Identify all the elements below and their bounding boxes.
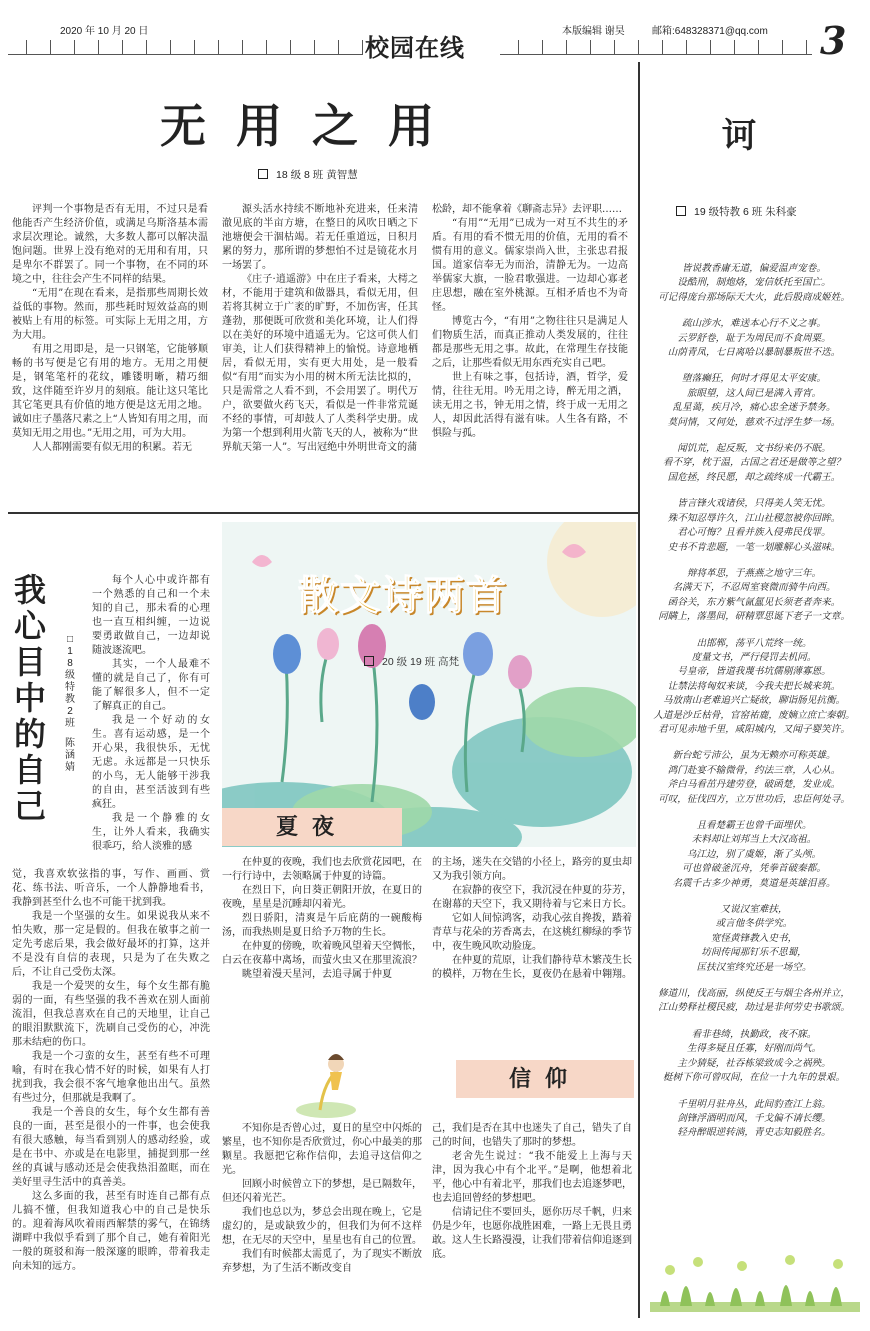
article2-intro bbox=[92, 574, 210, 854]
poem-stanza bbox=[644, 1098, 864, 1141]
paragraph: 世上有味之事，包括诗，酒，哲学，爱情，往往无用。吟无用之诗，醉无用之酒，读无用之书，钟无用之情，终于成一无用之人，却因此活得有滋有味。人生各有路，不惧险与孤。 bbox=[432, 372, 628, 439]
byline-char: 1 bbox=[67, 646, 73, 657]
paragraph: 烈日骄阳，清爽是午后庇荫的一碗酸梅汤，而我热则是夏日给予万物的生长。 bbox=[222, 913, 422, 938]
byline-char: 陈 bbox=[65, 738, 75, 749]
paragraph: 我们有时候都太需觅了，为了现实不断放弃梦想，为了生活不断改变自 bbox=[222, 1249, 422, 1274]
poem-line: 君可见赤地千里，咸阳城内，又闻子婴笑许。 bbox=[658, 723, 850, 735]
poem-line: 皆言锋火戏诸侯，只得美人笑无忧。 bbox=[677, 498, 831, 510]
poem-line: 看非巷绮，执勤政，夜不寐。 bbox=[691, 1028, 817, 1040]
faith-column-2 bbox=[432, 1122, 632, 1262]
article-byline bbox=[258, 167, 358, 182]
article1-column-2 bbox=[222, 203, 418, 455]
paragraph: 博览古今，“有用”之物往往只是满足人们物质生活，而真正推动人类发展的，往往都是那些无用之事。故此，在常理生存技能之后，让那些看似无用东西充实自己吧。 bbox=[432, 316, 628, 369]
subhead-summer-night: 夏夜 bbox=[222, 808, 402, 846]
poem-line: 闻饥荒，起反叛，文书纷来仍不眠。 bbox=[677, 443, 831, 455]
poem-stanza bbox=[644, 749, 864, 807]
poem-body bbox=[644, 262, 864, 1153]
poem-stanza bbox=[644, 819, 864, 891]
poem-line: 名满天下，不忍周室衰微而骑牛向西。 bbox=[672, 582, 836, 594]
poem-line: 度量文书，严行侵罚去机同。 bbox=[691, 651, 817, 663]
article-title: 无用之用 bbox=[160, 99, 464, 153]
poem-line: 江山势释社稷民疲，劫过是非何劳史书歌颂。 bbox=[658, 1002, 850, 1014]
paragraph: 松龄，却不能拿着《聊斋志异》去评职…… bbox=[432, 204, 622, 215]
poem-stanza bbox=[644, 442, 864, 485]
paragraph: 老舍先生说过：“我不能爱上上海与天津，因为我心中有个北平。”是啊，他想着北平，他心中有着北平，那我们也去追逐梦吧，也去追回曾经的梦想吧。 bbox=[432, 1151, 632, 1204]
poem-line: 出邯郸，荡平八荒终一统。 bbox=[696, 637, 812, 649]
banner-byline bbox=[364, 654, 459, 669]
paragraph: 我是一个静雅的女生，让外人看来，我确实很乖巧，给人淡雅的感 bbox=[92, 813, 210, 852]
poem-line: 乌江边，别了虞姬，渐了头颅。 bbox=[686, 848, 822, 860]
poem-line: 名震千古多少神勇，莫道是英雄泪喜。 bbox=[672, 877, 836, 889]
girl-illustration bbox=[290, 1040, 362, 1120]
subhead-faith: 信仰 bbox=[456, 1060, 634, 1098]
checkbox-icon bbox=[676, 206, 686, 216]
banner-title: 散文诗两首 bbox=[298, 573, 508, 619]
byline-text: 18 级 8 班 黄智慧 bbox=[276, 169, 358, 181]
poem-stanza bbox=[644, 497, 864, 555]
checkbox-icon bbox=[364, 656, 374, 666]
poem-line: 山荫青凤，七日离哈以暴制暴叛世不迭。 bbox=[667, 347, 841, 359]
poem-line: 疏山涉水，难送本心行不义之事。 bbox=[682, 318, 826, 330]
byline-char: 级 bbox=[65, 670, 75, 681]
paragraph: 人人都刚需要有似无用的积累。若无 bbox=[32, 442, 192, 453]
paragraph: 每个人心中或许都有一个熟悉的自己和一个未知的自己，那未看的心理也一直互相纠缠，一边说要勇敢做自己，一边却说随波逐流吧。 bbox=[92, 575, 210, 656]
poem-byline bbox=[676, 204, 797, 219]
article1-column-3 bbox=[432, 203, 628, 441]
vertical-headline bbox=[10, 572, 50, 824]
poem-stanza bbox=[644, 317, 864, 360]
poem-stanza bbox=[644, 1028, 864, 1086]
poem-line: 修道川，伐高丽，纵使反王与烟尘各州并立， bbox=[658, 988, 850, 1000]
poem-line: 千里明月驻舟丛，此间豹查江上翁。 bbox=[677, 1098, 831, 1110]
paragraph: 觉，我喜欢软弦指的事，写作、画画、赏花、练书法、听音乐，一个人静静地看书，我静到甚至什么也不可能干扰到我。 bbox=[12, 869, 210, 908]
checkbox-icon bbox=[258, 169, 268, 179]
poem-stanza bbox=[644, 987, 864, 1016]
headline-char: 己 bbox=[13, 787, 46, 825]
header-rule-right bbox=[500, 40, 812, 55]
editor-email: 邮箱:648328371@qq.com bbox=[652, 26, 768, 37]
poem-line: 皆说教香庸无道，偏爱温声宠卷。 bbox=[682, 263, 826, 274]
paragraph: 有用之用即是，是一只钢笔，它能够顺畅的书写便是它有用的地方。无用之用便是，钢笔笔杆的花纹，雕镂明晰，精巧细致，这伴随至许岁月的刻痕。能让这只笔比其它笔更具有价值的地方便是这无用之地。诚如庄子墨落尺素之上“人皆知有用之用，而莫知无用之用也。”无用之用，可为大用。 bbox=[12, 344, 208, 439]
poem-stanza bbox=[644, 262, 864, 305]
poem-line: 殊不知忍辱许久，江山社稷忽被你回眸。 bbox=[667, 512, 841, 524]
page-number: 3 bbox=[820, 18, 847, 63]
poem-stanza bbox=[644, 637, 864, 738]
paragraph: 在寂静的夜空下，我沉浸在仲夏的芬芳，在谢幕的天空下，我又期待着与它来日方长。 bbox=[432, 885, 632, 910]
poem-line: 函谷关，东方紫气氤氲见长须老者奔来。 bbox=[667, 596, 841, 608]
poem-line: 或言他冬供学究。 bbox=[715, 918, 793, 930]
poem-line: 轻舟醉眼逆转淌，青史志知毅胜名。 bbox=[677, 1127, 831, 1139]
paragraph: 我们也总以为，梦总会出现在晚上，它是虚幻的，是或缺致少的，但我们为何不这样想，在无尽的天空中，星星也有自己的位置。 bbox=[222, 1207, 422, 1246]
headline-char: 目 bbox=[13, 643, 46, 681]
poem-line: 剑锋浮酒明而风，千戈偏不请长缨。 bbox=[677, 1112, 831, 1124]
section-title: 校园在线 bbox=[365, 34, 465, 62]
byline-char: 教 bbox=[65, 694, 75, 705]
faith-column-1 bbox=[222, 1122, 422, 1276]
poem-line: 乱星蔼，疾月冷，痛心忠全迷予禁务。 bbox=[672, 402, 836, 414]
poem-line: 且看楚霸王也曾千面埋伏。 bbox=[696, 820, 812, 831]
poem-line: 莫问情，又何处，慈欢不过浮生梦一场。 bbox=[667, 416, 841, 428]
paragraph: 己，我们是否在其中也迷失了自己，错失了自己的时间，也错失了那时的梦想。 bbox=[432, 1123, 632, 1148]
header-rule-left bbox=[8, 40, 363, 55]
paragraph: 在烈日下，向日葵正朝阳开放，在夏日的夜晚，星星是沉睡却闪着光。 bbox=[222, 885, 422, 910]
poem-line: 匡扶汉室终究还是一场空。 bbox=[696, 961, 812, 973]
paragraph: 我是一个刁蛮的女生，甚至有些不可理喻，有时在我心情不好的时候，如果有人打扰到我，我会很不客气地拿他出出气。虽然有些过分，但那就是我啊了。 bbox=[12, 1051, 210, 1104]
byline-char: 8 bbox=[67, 658, 73, 669]
paragraph: 在仲夏的傍晚，吹着晚风望着天空惆怅，白云在夜幕中离场，而萤火虫又在那里流浪？ bbox=[222, 941, 422, 966]
paragraph: 评判一个事物是否有无用，不过只是看他能否产生经济价值，或满足乌斯洛基本需求层次理论。诚然，大多数人都可以解决温饱问题。世界上没有绝对的无用和有用，只是卑尔不群罢了。同一个事物，在不同的环境之中，往往会产生不同样的结果。 bbox=[12, 204, 208, 285]
prose-poem-banner bbox=[222, 522, 636, 847]
vertical-byline bbox=[62, 634, 78, 774]
poem-line: 主少猜疑，社吞栋梁致成今之祸殃。 bbox=[677, 1057, 831, 1069]
paragraph: “无用”在现在看来，是指那些周期长效益低的事物。然而，那些耗时短效益高的则被贴上有用的标签。可实际上无用之用，方为大用。 bbox=[12, 288, 208, 341]
byline-char: 班 bbox=[65, 718, 75, 729]
poem-line: 设酷刑，制炮烙，宠信妖托至国亡。 bbox=[677, 277, 831, 289]
paragraph: 回顾小时候曾立下的梦想，是已隔数年，但还闪着光芒。 bbox=[222, 1179, 422, 1204]
poem-stanza bbox=[644, 372, 864, 430]
poem-line: 同瞒上，落墨间，研精覃思诞下老子一文章。 bbox=[658, 611, 850, 623]
poem-stanza bbox=[644, 567, 864, 625]
poem-line: 新台蛇亏沛公，虽为无赖亦可称英雄。 bbox=[672, 750, 836, 762]
paragraph: 源头活水持续不断地补充进来，任来清澈见底的半亩方塘，在整日的风吹日晒之下池塘便会干涸枯竭。若无任重道远，日积月累的努力，那所谓的梦想怕不过是镜花水月一场罢了。 bbox=[222, 204, 418, 271]
byline-text: 19 级特教 6 班 朱科豪 bbox=[694, 206, 797, 218]
poem-line: 人道是沙丘枯骨，官窑祐鹿，废嫡立庶亡秦朝。 bbox=[653, 709, 855, 721]
byline-text: 20 级 19 班 高梵 bbox=[382, 656, 460, 668]
byline-char: 涵 bbox=[65, 750, 75, 761]
paragraph: 眺望着漫天星河，去追寻属于仲夏 bbox=[242, 969, 392, 980]
grass-illustration bbox=[650, 1236, 860, 1316]
poem-line: 生得多疑且任寡，好刚而尚气。 bbox=[686, 1043, 822, 1055]
paragraph: “有用”“无用”已成为一对互不共生的矛盾。有用的看不惯无用的价值，无用的看不惯有用的意义。儒家崇尚入世，主张忠君报国。道家信奉无为而治，清静无为。一边高举儒家大旗，一脸君歌强进。一边却心寡老庄思想，融在室外桃源。互相矛盾也不为奇怪。 bbox=[432, 218, 628, 313]
poem-line: 云罗舒卷，耻于为周民而不食周粟。 bbox=[677, 332, 831, 344]
issue-date: 2020 年 10 月 20 日 bbox=[60, 26, 149, 37]
poem-line: 鸿门赴宴不输微骨，约法三章，人心从。 bbox=[667, 764, 841, 776]
paragraph: 这么多面的我，甚至有时连自己都有点儿搞不懂，但我知道我心中的自己是快乐的。迎着海风吹着雨西解禁的雾气，在锦绣湖畔中我似乎看到了那个自己，她有着阳光一般的斑驳和海一般深邃的眼眸，带着我走向未知的远方。 bbox=[12, 1191, 210, 1272]
byline-char: 特 bbox=[65, 682, 75, 693]
paragraph: 我是一个好动的女生。喜有运动感，是一个开心果，我很快乐，无忧无虑。永远都是一只快乐的小鸟，无人能够干涉我的自由，甚至活波到有些疯狂。 bbox=[92, 715, 210, 810]
paragraph: 不知你是否曾心过，夏日的星空中闪烁的繁星，也不知你是否欣赏过，你心中最美的那颗星。我愿把它称作信仰，去追寻这信仰之光。 bbox=[222, 1123, 422, 1176]
byline-char: 2 bbox=[67, 706, 73, 717]
editor-credit: 本版编辑 谢昊 bbox=[562, 26, 625, 37]
paragraph: 《庄子·逍遥游》中在庄子看来，大樗之材，不能用于建筑和做器具，看似无用，但若将其树立于广袤的旷野，不加伤害，任其蓬勃，那便既可欣赏和美化环境，让人们得以在美好的环境中逍遥无为。它这可供人们审美，让人们获得精神上的愉悦。诗意地栖居，看似无用，实有更大用处，是一般看似“有用”而实为小用的树木所无法比拟的，只是需常之人看不到，不会用罢了。明代万户，欲要做火药飞天，看似是一件非常荒诞不经的事情，可却鼓人了人类科学史册。成为第一个想到利用火箭飞天的人，被称为“世界航天第一人”。写出冠绝中外明世奇文的蒲 bbox=[222, 274, 418, 453]
column-divider bbox=[638, 62, 640, 1318]
poem-line: 可叹，征伐四方，立万世功后，忠臣何处寻。 bbox=[658, 793, 850, 805]
paragraph: 我是一个坚强的女生。如果说我从来不怕失败，那一定是假的。但我在敏事之前一定先考虑后果，我会做好最坏的打算，这并不是没有自信的表现，只是为了在失败之后，不让自己受伤太深。 bbox=[12, 911, 210, 978]
headline-char: 自 bbox=[13, 751, 46, 789]
poem-line: 未料却让刘邦当上大汉高祖。 bbox=[691, 834, 817, 846]
headline-char: 心 bbox=[13, 607, 46, 645]
byline-char: □ bbox=[66, 634, 74, 645]
paragraph: 其实，一个人最难不懂的就是自己了，你有可能了解很多人，但不一定了解真正的自己。 bbox=[92, 659, 210, 712]
poem-line: 让禁法将匈奴来谈，今我夫把长城来筑。 bbox=[667, 680, 841, 692]
paragraph: 的主场，迷失在交错的小径上，路旁的夏虫却又为我引领方向。 bbox=[432, 857, 632, 882]
headline-char: 中 bbox=[13, 679, 46, 717]
byline-char: 婧 bbox=[65, 762, 75, 773]
paragraph: 我是一个善良的女生，每个女生都有善良的一面，甚至是很小的一件事，也会使我有很大感触，每当看到别人的感动经验，或是在书中、亦或是在电影里，捕捉到那一丝丝的真诚与感动还是会使我热泪盈眶，而在美好里寻生活中的真善美。 bbox=[12, 1107, 210, 1188]
byline-gap bbox=[62, 730, 78, 738]
poem-line: 号皇帝，皆道我蔑书坑儒剔薄寡恩。 bbox=[677, 666, 831, 678]
poem-line: 辩将革思，于燕燕之地守三年。 bbox=[686, 567, 822, 579]
paragraph: 我是一个爱哭的女生，每个女生都有脆弱的一面，有些坚强的我不善欢在别人面前流泪，但我总喜欢在自己的天地里，让自己的眼泪默默流下，洗刷自己受伤的心，冲洗那未结疤的伤口。 bbox=[12, 981, 210, 1048]
poem-line: 宽怪黄锋教入史书， bbox=[710, 932, 798, 944]
row-divider bbox=[8, 512, 638, 514]
poem-line: 梃树下你可曾叹间，在位一十九年的景艰。 bbox=[662, 1072, 846, 1084]
poem-line: 国危拯，终民愿，却之疏终成一代霸王。 bbox=[667, 471, 841, 483]
summer-night-column-1 bbox=[222, 856, 422, 982]
paragraph: 在仲夏的夜晚，我们也去欣赏花园吧，在一行行诗中，去领略属于仲夏的诗篇。 bbox=[222, 857, 422, 882]
poem-line: 斧白马看茁丹建劳登，破函楚，发业成。 bbox=[667, 779, 841, 791]
poem-line: 马放南山老难追兴亡疑故，聊诣肠见抗衡。 bbox=[662, 695, 846, 707]
headline-char: 我 bbox=[13, 571, 46, 609]
headline-char: 的 bbox=[13, 715, 46, 753]
paragraph: 信请记住不要回头，愿你历尽千帆，归来仍是少年，也愿你战胜困难，一路上无畏且勇敢。这人生长路漫漫，让我们带着信仰追逐到底。 bbox=[432, 1207, 632, 1260]
summer-night-column-2 bbox=[432, 856, 632, 982]
poem-line: 可记得庞台那场际天大火，此后殷商成姬姓。 bbox=[658, 291, 850, 303]
poem-line: 坊间传闻那钉乐不思蜀， bbox=[701, 947, 807, 959]
poem-line: 旅眼望，这人间已是满入青宵。 bbox=[686, 387, 822, 399]
poem-line: 可也曾破釜沉舟，凭拳首破秦都。 bbox=[682, 863, 826, 875]
paragraph: 在仲夏的荒原，让我们静待草木繁茂生长的模样，万物在生长，夏夜仍在悬着中翱翔。 bbox=[432, 955, 632, 980]
poem-line: 史书不肯悲题，一笔一划雕解心头滋味。 bbox=[667, 541, 841, 553]
article2-body bbox=[12, 868, 210, 1274]
poem-title: 诃 bbox=[722, 116, 756, 156]
poem-line: 君心可悔？且看并族入侵弗民伐罪。 bbox=[677, 527, 831, 539]
poem-line: 又说汉室难扶， bbox=[720, 904, 788, 916]
poem-stanza bbox=[644, 903, 864, 975]
poem-line: 堕落癫狂，何时才得见太平安康。 bbox=[682, 373, 826, 385]
paragraph: 它如人间惊鸿客，动我心弦自搀拨，踏着青草与花朵的芳香离去，在这桃红柳绿的季节中，夜生晚风吹动脸庞。 bbox=[432, 913, 632, 952]
article1-column-1 bbox=[12, 203, 208, 455]
poem-line: 看不穿，枕于温，古国之君还是做等之望？ bbox=[662, 457, 846, 469]
